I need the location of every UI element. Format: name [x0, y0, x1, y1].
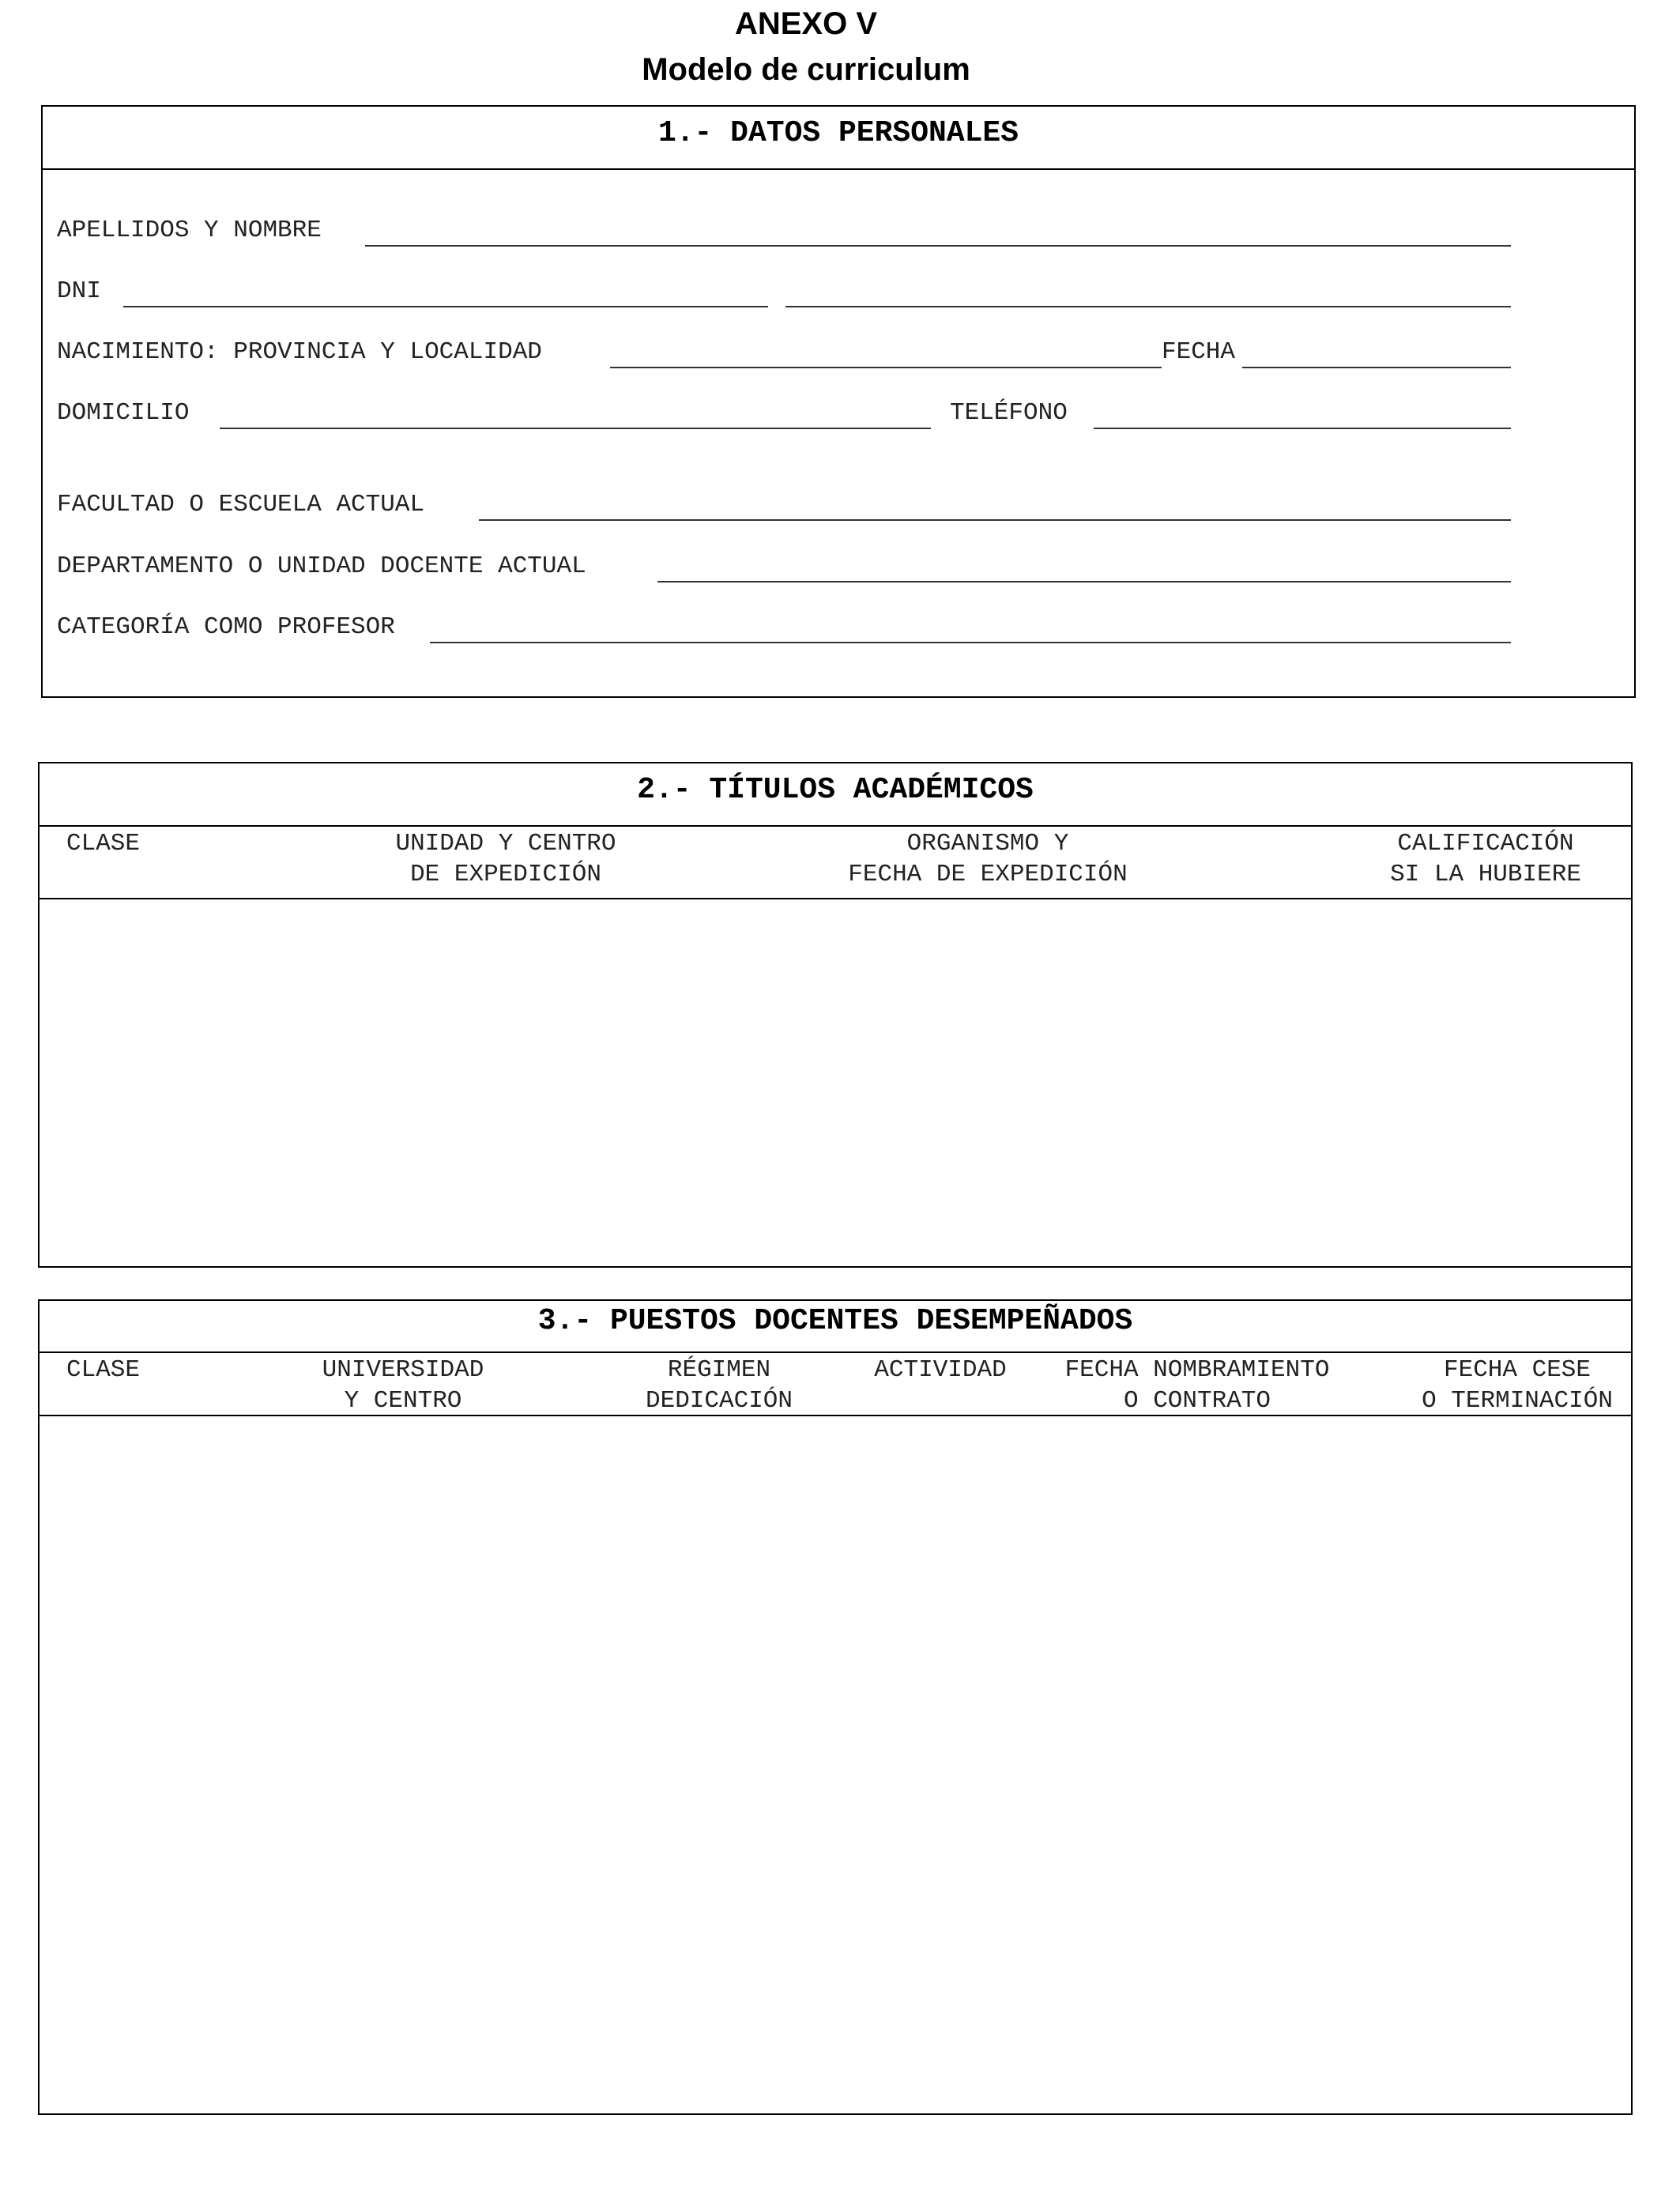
section-1-title: 1.- DATOS PERSONALES: [657, 116, 1019, 150]
field-categoria: [57, 610, 1511, 650]
section-2-title-divider: [40, 825, 1631, 827]
document-subtitle: Modelo de curriculum: [642, 52, 970, 87]
col-header-regimen-dedicacion: RÉGIMEN DEDICACIÓN: [645, 1356, 793, 1415]
section-2-title: 2.- TÍTULOS ACADÉMICOS: [637, 773, 1034, 807]
categoria-input-line[interactable]: [430, 642, 1511, 643]
section-1-title-divider: [43, 168, 1634, 170]
departamento-label: DEPARTAMENTO O UNIDAD DOCENTE ACTUAL: [57, 552, 586, 580]
facultad-label: FACULTAD O ESCUELA ACTUAL: [57, 491, 425, 518]
telefono-input-line[interactable]: [1094, 428, 1511, 429]
col-header-universidad-centro: UNIVERSIDAD Y CENTRO: [322, 1356, 484, 1415]
apellidos-label: APELLIDOS Y NOMBRE: [57, 217, 322, 244]
section-academic-titles: [38, 762, 1633, 1268]
telefono-label: TELÉFONO: [950, 399, 1068, 427]
dni-input-line-2[interactable]: [785, 306, 1511, 307]
academic-titles-entry-area[interactable]: [40, 899, 1631, 1266]
categoria-label: CATEGORÍA COMO PROFESOR: [57, 613, 395, 641]
col-header-unidad-centro: UNIDAD Y CENTRO DE EXPEDICIÓN: [395, 830, 616, 888]
col-header-clase-2: CLASE: [66, 1356, 141, 1384]
field-nacimiento: [57, 335, 1511, 375]
field-apellidos-nombre: [57, 213, 1511, 253]
field-domicilio: [57, 396, 1511, 435]
dni-input-line-1[interactable]: [123, 306, 768, 307]
domicilio-label: DOMICILIO: [57, 399, 190, 427]
teaching-positions-entry-area[interactable]: [40, 1416, 1631, 2113]
fecha-label: FECHA: [1162, 338, 1236, 366]
nacimiento-input-line[interactable]: [610, 367, 1162, 368]
section-connector: [1631, 1268, 1633, 1301]
field-facultad: [57, 488, 1511, 527]
nacimiento-label: NACIMIENTO: PROVINCIA Y LOCALIDAD: [57, 338, 542, 366]
section-3-title: 3.- PUESTOS DOCENTES DESEMPEÑADOS: [537, 1304, 1133, 1338]
col-header-organismo-fecha: ORGANISMO Y FECHA DE EXPEDICIÓN: [848, 830, 1128, 888]
dni-label: DNI: [57, 277, 101, 305]
facultad-input-line[interactable]: [479, 519, 1511, 521]
domicilio-input-line[interactable]: [220, 428, 931, 429]
departamento-input-line[interactable]: [657, 581, 1511, 582]
field-departamento: [57, 549, 1511, 589]
apellidos-input-line[interactable]: [365, 245, 1511, 247]
section-3-title-divider: [40, 1351, 1631, 1353]
col-header-actividad: ACTIVIDAD: [874, 1356, 1007, 1384]
section-teaching-positions: [38, 1299, 1633, 2115]
field-dni: [57, 274, 1511, 314]
annex-title: ANEXO V: [734, 6, 878, 41]
col-header-fecha-cese: FECHA CESE O TERMINACIÓN: [1422, 1356, 1613, 1415]
col-header-calificacion: CALIFICACIÓN SI LA HUBIERE: [1390, 830, 1581, 888]
fecha-input-line[interactable]: [1242, 367, 1511, 368]
col-header-clase: CLASE: [66, 830, 141, 858]
col-header-fecha-nombramiento: FECHA NOMBRAMIENTO O CONTRATO: [1064, 1356, 1330, 1415]
